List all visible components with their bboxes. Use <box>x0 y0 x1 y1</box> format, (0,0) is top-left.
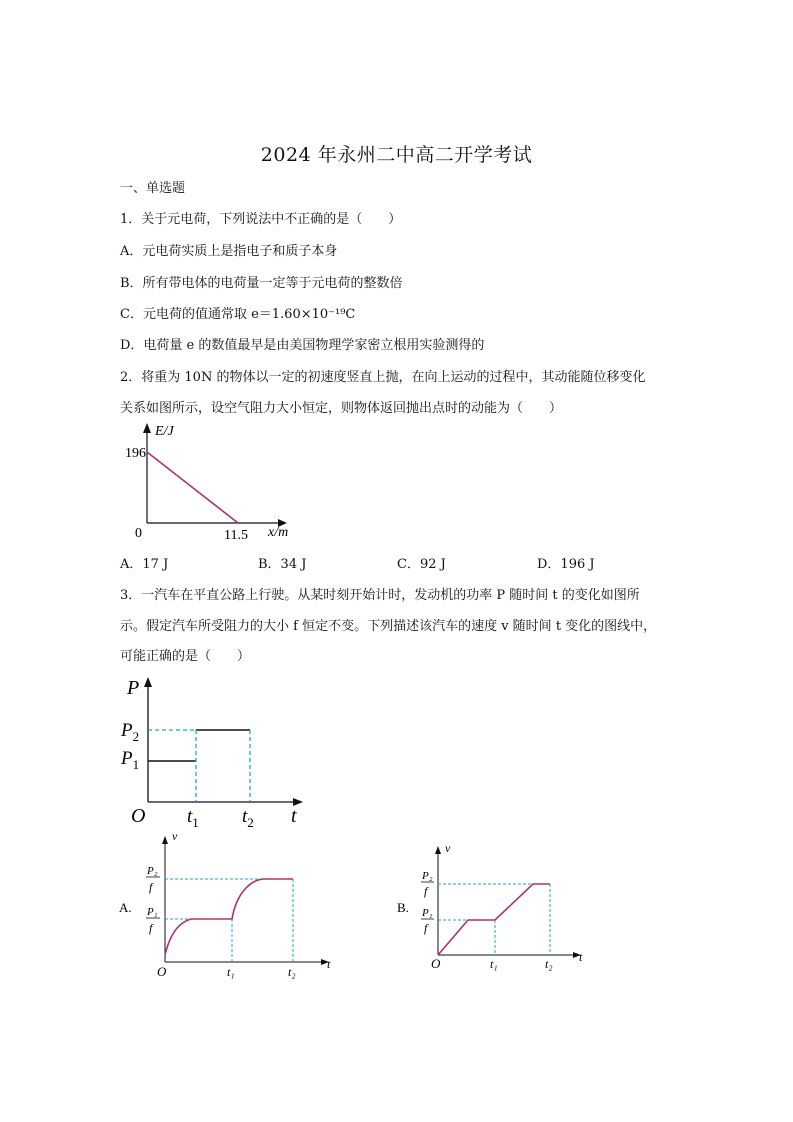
q2-energy-line <box>147 452 238 523</box>
q2-option-b: B．34 J <box>258 557 307 572</box>
q3-stem-line2: 示。假定汽车所受阻力的大小 f 恒定不变。下列描述该汽车的速度 v 随时间 t 变化的图线中， <box>120 619 657 634</box>
q3a-y-arrow-icon <box>162 836 168 844</box>
q3p-x-label: t <box>291 805 297 827</box>
q3a-t1-label: t₁ <box>227 965 235 979</box>
q3a-origin: O <box>157 964 167 979</box>
q3-power-graph <box>115 672 315 832</box>
q3a-y-label: v <box>172 830 178 843</box>
q3b-p1-denominator: f <box>424 921 428 935</box>
q3p-p2-label: $P_2$ <box>121 720 140 744</box>
q3a-option-label: A. <box>119 900 132 915</box>
q3a-p2-denominator: f <box>149 880 153 894</box>
q3p-y-arrow-icon <box>144 677 152 687</box>
section-heading: 一、单选题 <box>120 181 186 196</box>
q1-option-b: B．所有带电体的电荷量一定等于元电荷的整数倍 <box>120 276 403 291</box>
q2-stem-line1: 2．将重为 10N 的物体以一定的初速度竖直上抛，在向上运动的过程中，其动能随位移变化 <box>120 370 646 385</box>
q2-option-d: D．196 J <box>537 557 595 572</box>
q3p-p1-label: $P_1$ <box>121 748 140 772</box>
q3b-x-label: t <box>579 950 583 964</box>
q2-option-c: C．92 J <box>397 557 446 572</box>
q2-x-tick: 11.5 <box>224 528 248 543</box>
q3b-t1-label: t₁ <box>490 957 498 971</box>
q3b-origin: O <box>431 956 441 971</box>
q3a-velocity-curve <box>165 879 293 955</box>
q2-stem-line2: 关系如图所示，设空气阻力大小恒定，则物体返回抛出点时的动能为（ ） <box>120 401 563 416</box>
q3p-t2-label: $t_2$ <box>242 806 254 830</box>
q3b-t2-label: t₂ <box>545 957 553 971</box>
q1-option-c: C．元电荷的值通常取 e＝1.60×10⁻¹⁹C <box>120 307 356 322</box>
q3-option-b-graph <box>395 840 595 975</box>
q3a-p1-label: P₁ <box>147 906 158 918</box>
q3b-p2-denominator: f <box>424 884 428 898</box>
q3a-x-label: t <box>327 957 331 971</box>
q2-y-label: E/J <box>155 424 174 439</box>
q3-option-a-graph <box>115 830 340 980</box>
q2-option-a: A．17 J <box>120 557 169 572</box>
q2-y-tick: 196 <box>125 446 146 461</box>
q3b-p1-label: P₁ <box>422 907 433 919</box>
q3a-t2-label: t₂ <box>288 965 296 979</box>
q1-option-a: A．元电荷实质上是指电子和质子本身 <box>120 244 338 259</box>
q3-stem-line1: 3．一汽车在平直公路上行驶。从某时刻开始计时，发动机的功率 P 随时间 t 的变化如图所 <box>120 588 640 603</box>
q3a-p2-label: P₂ <box>147 865 158 877</box>
q1-stem: 1．关于元电荷，下列说法中不正确的是（ ） <box>120 212 402 227</box>
q2-energy-graph <box>125 415 310 545</box>
q3b-y-arrow-icon <box>435 846 441 854</box>
q2-origin: 0 <box>135 526 142 541</box>
q3p-y-label: P <box>127 677 140 699</box>
q3b-p2-label: P₂ <box>422 870 433 882</box>
q2-y-arrow-icon <box>143 423 151 433</box>
q3p-t1-label: $t_1$ <box>187 806 199 830</box>
q3p-origin: O <box>131 805 146 827</box>
exam-title: 2024 年永州二中高二开学考试 <box>260 144 533 166</box>
q3-stem-line3: 可能正确的是（ ） <box>120 649 251 664</box>
q1-option-d: D．电荷量 e 的数值最早是由美国物理学家密立根用实验测得的 <box>120 338 485 353</box>
q3b-option-label: B. <box>397 900 409 915</box>
q3a-p1-denominator: f <box>149 921 153 935</box>
q2-x-label: x/m <box>268 525 289 540</box>
q3b-y-label: v <box>445 841 451 855</box>
